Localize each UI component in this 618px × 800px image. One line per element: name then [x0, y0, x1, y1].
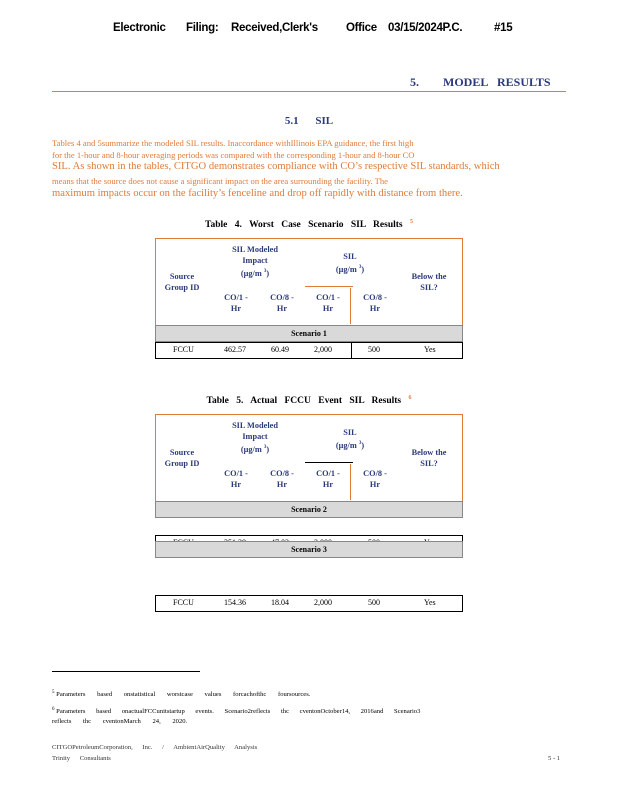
footnote-line [52, 705, 566, 717]
header-line [315, 262, 385, 275]
body-line: Tables 4 and 5summarize the modeled SIL results. Inaccordance withIllinois EPA guidance, the first high [52, 138, 414, 148]
footnote-6 [52, 705, 566, 727]
scenario-label: Scenario 2 [155, 501, 463, 518]
scenario-label: Scenario 3 [155, 541, 463, 558]
stamp-word: Electronic [113, 22, 166, 34]
header-unit: (µg/m [240, 268, 262, 278]
cell-source: FCCU [173, 345, 194, 354]
subheader-co1 [310, 292, 346, 314]
header-unit: ) [266, 444, 270, 454]
subheader-line: CO/8 - [270, 469, 294, 478]
header-unit: (µg/m [335, 264, 357, 274]
cell-below: Yes [424, 598, 436, 607]
stamp-word: 03/15/2024P.C. [388, 22, 463, 34]
subheader-line: CO/1 - [224, 293, 248, 302]
footer-consultant: Trinity Consultants [52, 755, 111, 762]
subheader-line: Hr [369, 480, 381, 489]
cell-modeled-1hr: 462.57 [224, 345, 246, 354]
footnote-rule [52, 671, 200, 672]
table4-caption-text: Table 4. Worst Case Scenario SIL Results [205, 220, 403, 231]
subheader-line: CO/1 - [316, 293, 340, 302]
header-unit: ) [266, 268, 270, 278]
stamp-word: Received,Clerk's [231, 22, 318, 34]
header-line [215, 442, 295, 455]
header-below-sil: Below the SIL? [411, 272, 447, 292]
header-below-sil: Below the SIL? [411, 448, 447, 468]
cell-sil-8hr: 500 [368, 598, 380, 607]
subheader-line: Hr [322, 480, 334, 489]
footnote-ref: 5 [409, 219, 413, 225]
subsection-heading [0, 115, 618, 127]
subheader-line: Hr [230, 304, 242, 313]
header-unit-sup: 3 [358, 265, 362, 270]
subheader-line: Hr [322, 304, 334, 313]
footnote-mark: 5 [52, 690, 55, 695]
table5-caption-text: Table 5. Actual FCCU Event SIL Results [206, 396, 402, 407]
footnote-line: reflects thc cventonMarch 24, 2020. [52, 718, 188, 726]
header-line: SIL [343, 252, 357, 261]
header-divider [350, 288, 351, 324]
subheader-line: CO/1 - [316, 469, 340, 478]
stamp-word: #15 [494, 22, 513, 34]
header-sil [315, 427, 385, 451]
cell-modeled-8hr: 60.49 [271, 345, 289, 354]
section-rule [52, 91, 566, 92]
cell-divider [351, 343, 352, 358]
footnote-5 [52, 688, 566, 700]
cell-sil-1hr: 2,000 [314, 345, 332, 354]
page-number: 5 - 1 [548, 755, 561, 762]
header-unit-sup: 3 [263, 445, 267, 450]
footer-org: CITGOPetroleumCorporation, Inc. / AmbientAirQuality Analysis [52, 744, 258, 751]
table-row [155, 342, 463, 359]
stamp-word: Filing: [186, 22, 219, 34]
footnote-ref: 6 [408, 395, 412, 401]
cell-modeled-1hr: 154.36 [224, 598, 246, 607]
header-modeled-impact [215, 420, 295, 455]
section-word: RESULTS [497, 75, 551, 89]
footnote-mark: 6 [52, 707, 55, 712]
table-row [155, 595, 463, 612]
subheader-line: CO/8 - [270, 293, 294, 302]
header-unit: ) [361, 264, 365, 274]
header-unit: ) [361, 440, 365, 450]
footnote-text: Parameters based onactualFCCunitstartup events. Scenario2reflects thc cventonOctober14, 2016and Scenario3 [56, 708, 421, 716]
subsection-number: 5.1 [284, 115, 299, 127]
header-line: SIL Modeled [232, 245, 278, 254]
subheader-line: CO/8 - [363, 469, 387, 478]
header-unit-sup: 3 [358, 441, 362, 446]
subheader-co8 [357, 468, 393, 490]
header-divider [305, 462, 353, 463]
section-number: 5. [410, 75, 419, 89]
subheader-line: CO/8 - [363, 293, 387, 302]
header-line: SIL Modeled [232, 421, 278, 430]
header-source-group: Source Group ID [164, 448, 200, 468]
stamp-word: Office [346, 22, 377, 34]
table5-header [155, 414, 463, 500]
scenario-label: Scenario 1 [155, 325, 463, 342]
header-line: SIL [343, 428, 357, 437]
cell-modeled-8hr: 18.04 [271, 598, 289, 607]
cell-below: Yes [424, 345, 436, 354]
subheader-co1 [310, 468, 346, 490]
subheader-line: CO/1 - [224, 469, 248, 478]
header-line [315, 438, 385, 451]
header-unit: (µg/m [335, 440, 357, 450]
header-line: Impact [242, 256, 268, 265]
body-line: means that the source does not cause a significant impact on the area surrounding the facility. The [52, 176, 388, 186]
subheader-co1 [218, 292, 254, 314]
header-divider [350, 464, 351, 500]
header-modeled-impact [215, 244, 295, 279]
table4-caption [0, 219, 618, 230]
body-line: for the 1-hour and 8-hour averaging periods was compared with the corresponding 1-hour and 8-hour CO [52, 150, 415, 160]
header-line [215, 266, 295, 279]
table5-caption [0, 395, 618, 406]
cell-sil-1hr: 2,000 [314, 598, 332, 607]
header-unit: (µg/m [240, 444, 262, 454]
footnote-text: Parameters based onstatistical worstcase values forcachofthc foursources. [56, 691, 311, 699]
header-divider [305, 286, 353, 287]
subheader-co8 [264, 292, 300, 314]
body-line: SIL. As shown in the tables, CITGO demonstrates compliance with CO’s respective SIL standards, which [52, 161, 500, 172]
section-word: MODEL [443, 75, 489, 89]
subheader-line: Hr [230, 480, 242, 489]
subheader-co8 [264, 468, 300, 490]
body-line: maximum impacts occur on the facility’s fenceline and drop off rapidly with distance from there. [52, 188, 463, 199]
header-sil [315, 251, 385, 275]
subheader-line: Hr [276, 304, 288, 313]
body-text [52, 137, 566, 161]
header-unit-sup: 3 [263, 269, 267, 274]
subheader-line: Hr [276, 480, 288, 489]
subheader-co1 [218, 468, 254, 490]
subheader-line: Hr [369, 304, 381, 313]
header-line: Impact [242, 432, 268, 441]
header-source-group: Source Group ID [164, 272, 200, 292]
cell-sil-8hr: 500 [368, 345, 380, 354]
subsection-title: SIL [315, 115, 334, 127]
subheader-co8 [357, 292, 393, 314]
table4-header [155, 238, 463, 324]
cell-source: FCCU [173, 598, 194, 607]
